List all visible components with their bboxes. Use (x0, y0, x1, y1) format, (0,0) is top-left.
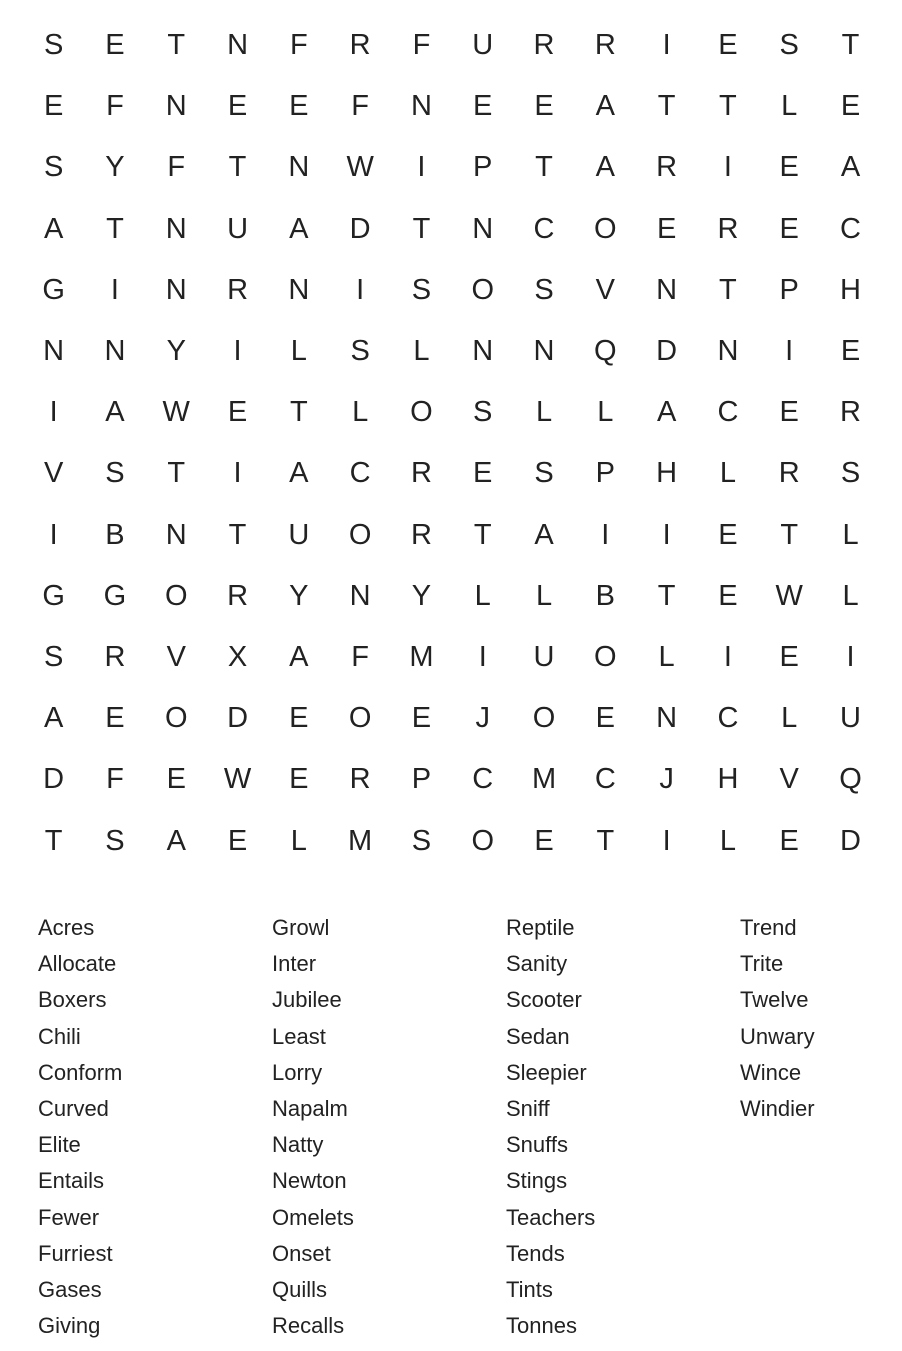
grid-cell[interactable]: H (717, 763, 739, 796)
grid-cell[interactable]: C (717, 396, 739, 429)
grid-cell[interactable]: L (781, 90, 798, 123)
grid-cell[interactable]: W (346, 151, 374, 184)
grid-cell[interactable]: N (288, 273, 310, 306)
grid-cell[interactable]: N (410, 90, 432, 123)
grid-cell[interactable]: I (785, 335, 794, 368)
word-list-item: Snuffs (506, 1132, 568, 1158)
grid-cell[interactable]: T (167, 29, 186, 62)
grid-cell[interactable]: U (840, 702, 861, 735)
grid-cell[interactable]: A (166, 824, 186, 857)
grid-cell[interactable]: V (595, 273, 615, 306)
grid-cell[interactable]: T (841, 29, 860, 62)
word-list-item: Entails (38, 1168, 105, 1194)
grid-cell[interactable]: T (412, 212, 431, 245)
grid-cell[interactable]: N (656, 702, 678, 735)
grid-cell[interactable]: N (533, 335, 555, 368)
grid-cell[interactable]: I (356, 273, 365, 306)
grid-cell[interactable]: I (601, 518, 610, 551)
grid-cell[interactable]: T (167, 457, 186, 490)
grid-cell[interactable]: V (779, 763, 799, 796)
grid-cell[interactable]: E (840, 335, 861, 368)
grid-cell[interactable]: T (473, 518, 492, 551)
grid-cell[interactable]: E (411, 702, 432, 735)
grid-cell[interactable]: S (534, 457, 554, 490)
word-list-item: Napalm (272, 1095, 348, 1121)
word-list-item: Giving (38, 1313, 101, 1339)
word-list-item: Tints (506, 1276, 553, 1302)
grid-cell[interactable]: L (842, 518, 859, 551)
grid-cell[interactable]: S (534, 273, 554, 306)
grid-cell[interactable]: E (289, 90, 309, 123)
grid-cell[interactable]: F (106, 90, 124, 123)
grid-cell[interactable]: L (413, 335, 430, 368)
grid-cell[interactable]: R (104, 640, 126, 673)
grid-cell[interactable]: T (106, 212, 124, 245)
word-list-item: Lorry (272, 1059, 323, 1085)
grid-cell[interactable]: T (44, 824, 63, 857)
word-list-item: Unwary (740, 1023, 815, 1049)
grid-cell[interactable]: L (290, 335, 307, 368)
grid-cell[interactable]: A (289, 640, 309, 673)
grid-cell[interactable]: T (657, 579, 676, 612)
word-list-item: Teachers (506, 1204, 596, 1230)
word-list-item: Twelve (740, 987, 809, 1013)
word-column (740, 910, 902, 1127)
grid-cell[interactable]: N (656, 273, 678, 306)
grid-cell[interactable]: V (166, 640, 186, 673)
grid-cell[interactable]: T (780, 518, 799, 551)
grid-cell[interactable]: S (105, 824, 125, 857)
grid-cell[interactable]: W (162, 396, 190, 429)
grid-cell[interactable]: Y (105, 151, 125, 184)
grid-cell[interactable]: I (662, 824, 671, 857)
grid-cell[interactable]: R (410, 457, 432, 490)
grid-cell[interactable]: E (105, 702, 125, 735)
grid-cell[interactable]: O (532, 702, 556, 735)
grid-cell[interactable]: N (104, 335, 126, 368)
grid-cell[interactable]: S (43, 640, 64, 673)
grid-cell[interactable]: I (110, 273, 119, 306)
grid-cell[interactable]: I (233, 457, 242, 490)
grid-cell[interactable]: I (846, 640, 855, 673)
grid-cell[interactable]: L (597, 396, 614, 429)
grid-cell[interactable]: C (840, 212, 861, 245)
word-list-item: Reptile (506, 915, 575, 940)
grid-cell[interactable]: E (718, 579, 738, 612)
word-list-item: Acres (38, 915, 95, 940)
grid-cell[interactable]: F (351, 90, 369, 123)
grid-cell[interactable]: T (719, 90, 737, 123)
grid-cell[interactable]: X (227, 640, 248, 673)
grid-cell[interactable]: S (840, 457, 861, 490)
grid-cell[interactable]: T (657, 90, 676, 123)
grid-cell[interactable]: L (719, 457, 736, 490)
grid-cell[interactable]: I (49, 518, 58, 551)
grid-cell[interactable]: N (717, 335, 739, 368)
word-list-item: Growl (272, 915, 330, 940)
grid-cell[interactable]: I (478, 640, 487, 673)
grid-cell[interactable]: Q (594, 335, 617, 368)
word-list-item: Sleepier (506, 1059, 587, 1085)
grid-cell[interactable]: E (227, 824, 248, 857)
grid-cell[interactable]: E (595, 702, 615, 735)
grid-cell[interactable]: E (473, 90, 493, 123)
grid-cell[interactable]: E (289, 702, 309, 735)
grid-cell[interactable]: O (164, 579, 188, 612)
grid-cell[interactable]: E (473, 457, 493, 490)
grid-cell[interactable]: M (409, 640, 434, 673)
grid-cell[interactable]: Y (166, 335, 186, 368)
grid-cell[interactable]: A (43, 212, 64, 245)
grid-cell[interactable]: J (475, 702, 490, 735)
grid-cell[interactable]: C (349, 457, 371, 490)
grid-cell[interactable]: R (840, 396, 861, 429)
grid-cell[interactable]: L (842, 579, 859, 612)
grid-cell[interactable]: R (717, 212, 739, 245)
grid-cell[interactable]: O (164, 702, 188, 735)
grid-cell[interactable]: D (840, 824, 861, 857)
grid-cell[interactable]: T (719, 273, 737, 306)
grid-cell[interactable]: M (531, 763, 557, 796)
word-list-item: Trend (740, 915, 797, 940)
word-list-item: Curved (38, 1095, 109, 1121)
grid-cell[interactable]: E (779, 151, 799, 184)
grid-cell[interactable]: P (411, 763, 432, 796)
grid-cell[interactable]: S (105, 457, 125, 490)
grid-cell[interactable]: D (227, 702, 249, 735)
grid-cell[interactable]: U (533, 640, 555, 673)
word-list-item: Onset (272, 1240, 331, 1266)
grid-cell[interactable]: N (165, 212, 187, 245)
grid-cell[interactable]: T (228, 518, 247, 551)
grid-cell[interactable]: I (662, 29, 671, 62)
grid-cell[interactable]: N (165, 273, 187, 306)
grid-cell[interactable]: L (719, 824, 736, 857)
grid-cell[interactable]: N (227, 29, 249, 62)
grid-cell[interactable]: R (227, 579, 249, 612)
grid-cell[interactable]: E (534, 824, 554, 857)
grid-cell[interactable]: P (595, 457, 615, 490)
word-list-item: Windier (740, 1095, 815, 1121)
word-list-item: Newton (272, 1168, 347, 1194)
grid-cell[interactable]: F (351, 640, 369, 673)
grid-cell[interactable]: N (165, 518, 187, 551)
grid-cell[interactable]: B (595, 579, 615, 612)
word-list-item: Fewer (38, 1204, 100, 1230)
grid-cell[interactable]: D (43, 763, 65, 796)
word-list-item: Gases (38, 1276, 102, 1302)
grid-cell[interactable]: E (166, 763, 186, 796)
grid-cell[interactable]: A (534, 518, 554, 551)
grid-cell[interactable]: R (778, 457, 800, 490)
grid-cell[interactable]: O (594, 212, 617, 245)
grid-cell[interactable]: A (595, 90, 615, 123)
grid-cell[interactable]: E (718, 29, 738, 62)
grid-cell[interactable]: I (417, 151, 426, 184)
grid-cell[interactable]: B (105, 518, 125, 551)
word-list-item: Allocate (38, 951, 117, 977)
word-list-item: Tonnes (506, 1313, 577, 1339)
grid-cell[interactable]: S (43, 29, 64, 62)
grid-cell[interactable]: P (779, 273, 799, 306)
grid-cell[interactable]: R (533, 29, 555, 62)
grid-cell[interactable]: T (535, 151, 553, 184)
grid-cell[interactable]: E (840, 90, 861, 123)
word-list-item: Least (272, 1023, 326, 1049)
grid-cell[interactable]: T (228, 151, 247, 184)
grid-cell[interactable]: W (775, 579, 803, 612)
grid-cell[interactable]: R (594, 29, 616, 62)
grid-cell[interactable]: E (718, 518, 738, 551)
grid-cell[interactable]: L (290, 824, 307, 857)
grid-cell[interactable]: N (472, 212, 494, 245)
grid-cell[interactable]: S (411, 273, 432, 306)
grid-cell[interactable]: E (779, 212, 799, 245)
grid-cell[interactable]: A (289, 212, 309, 245)
grid-cell[interactable]: F (167, 151, 186, 184)
grid-cell[interactable]: R (410, 518, 432, 551)
grid-cell[interactable]: C (533, 212, 555, 245)
grid-cell[interactable]: S (411, 824, 432, 857)
grid-cell[interactable]: C (717, 702, 739, 735)
grid-cell[interactable]: O (471, 824, 494, 857)
word-column (272, 910, 502, 1344)
grid-cell[interactable]: N (288, 151, 310, 184)
grid-cell[interactable]: N (472, 335, 494, 368)
grid-cell[interactable]: L (781, 702, 798, 735)
grid-cell[interactable]: S (350, 335, 370, 368)
grid-cell[interactable]: Y (411, 579, 432, 612)
word-list-item: Natty (272, 1132, 324, 1158)
grid-cell[interactable]: E (656, 212, 677, 245)
grid-cell[interactable]: G (42, 273, 65, 306)
grid-cell[interactable]: H (656, 457, 678, 490)
word-list (38, 910, 888, 1345)
grid-cell[interactable]: G (103, 579, 127, 612)
word-list-item: Furriest (38, 1240, 113, 1266)
grid-cell[interactable]: E (779, 824, 799, 857)
grid-cell[interactable]: E (227, 396, 248, 429)
grid-cell[interactable]: N (165, 90, 187, 123)
word-list-item: Tends (506, 1240, 565, 1266)
word-list-item: Stings (506, 1168, 568, 1194)
word-list-item: Conform (38, 1059, 123, 1085)
grid-cell[interactable]: O (410, 396, 433, 429)
grid-cell[interactable]: A (105, 396, 125, 429)
word-list-item: Wince (740, 1059, 802, 1085)
word-list-item: Sniff (506, 1095, 550, 1121)
word-list-item: Boxers (38, 987, 107, 1013)
grid-cell[interactable]: A (43, 702, 64, 735)
grid-cell[interactable]: O (471, 273, 494, 306)
grid-cell[interactable]: I (723, 640, 732, 673)
grid-cell[interactable]: S (43, 151, 64, 184)
grid-cell[interactable]: L (535, 579, 553, 612)
word-list-item: Omelets (272, 1204, 354, 1230)
grid-cell[interactable]: O (348, 518, 372, 551)
grid-cell[interactable]: A (840, 151, 861, 184)
word-list-item: Scooter (506, 987, 582, 1013)
letter-grid (23, 15, 881, 871)
grid-cell[interactable]: C (472, 763, 494, 796)
grid-cell[interactable]: N (43, 335, 65, 368)
grid-cell[interactable]: O (594, 640, 617, 673)
grid-cell[interactable]: U (227, 212, 249, 245)
grid-cell[interactable]: J (659, 763, 674, 796)
word-list-item: Jubilee (272, 987, 342, 1013)
grid-cell[interactable]: E (105, 29, 125, 62)
grid-cell[interactable]: Q (839, 763, 862, 796)
grid-cell[interactable]: W (223, 763, 252, 796)
word-column (506, 910, 736, 1344)
grid-cell[interactable]: E (779, 640, 799, 673)
grid-cell[interactable]: R (227, 273, 249, 306)
grid-cell[interactable]: E (43, 90, 64, 123)
grid-cell[interactable]: G (42, 579, 65, 612)
grid-cell[interactable]: P (473, 151, 493, 184)
grid-cell[interactable]: I (233, 335, 242, 368)
grid-cell[interactable]: R (349, 29, 371, 62)
grid-cell[interactable]: E (534, 90, 554, 123)
grid-cell[interactable]: F (106, 763, 124, 796)
grid-cell[interactable]: E (227, 90, 248, 123)
grid-cell[interactable]: R (349, 763, 371, 796)
grid-cell[interactable]: M (348, 824, 373, 857)
grid-cell[interactable]: E (289, 763, 309, 796)
grid-cell[interactable]: S (473, 396, 493, 429)
grid-cell[interactable]: E (779, 396, 799, 429)
word-list-item: Inter (272, 951, 317, 977)
word-list-item: Chili (38, 1023, 81, 1049)
grid-cell[interactable]: H (840, 273, 861, 306)
grid-cell[interactable]: L (474, 579, 491, 612)
grid-cell[interactable]: U (288, 518, 310, 551)
word-list-item: Sedan (506, 1023, 570, 1049)
grid-cell[interactable]: D (656, 335, 678, 368)
grid-cell[interactable]: V (43, 457, 64, 490)
grid-cell[interactable]: N (349, 579, 371, 612)
grid-cell[interactable]: F (412, 29, 431, 62)
grid-cell[interactable]: T (596, 824, 615, 857)
grid-cell[interactable]: T (289, 396, 308, 429)
grid-cell[interactable]: Y (289, 579, 309, 612)
grid-cell[interactable]: L (352, 396, 369, 429)
grid-cell[interactable]: L (535, 396, 553, 429)
word-list-item: Recalls (272, 1313, 345, 1339)
grid-cell[interactable]: R (656, 151, 678, 184)
grid-cell[interactable]: A (656, 396, 677, 429)
word-list-item: Trite (740, 951, 784, 977)
grid-cell[interactable]: A (289, 457, 309, 490)
grid-cell[interactable]: D (349, 212, 371, 245)
grid-cell[interactable]: I (662, 518, 671, 551)
grid-cell[interactable]: U (472, 29, 494, 62)
grid-cell[interactable]: C (594, 763, 616, 796)
grid-cell[interactable]: L (658, 640, 675, 673)
grid-cell[interactable]: O (348, 702, 372, 735)
grid-cell[interactable]: F (289, 29, 308, 62)
word-column (38, 910, 268, 1344)
word-list-item: Elite (38, 1132, 81, 1158)
word-list-item: Sanity (506, 951, 568, 977)
grid-cell[interactable]: I (723, 151, 732, 184)
grid-cell[interactable]: A (595, 151, 615, 184)
word-list-item: Quills (272, 1276, 328, 1302)
grid-cell[interactable]: I (49, 396, 58, 429)
grid-cell[interactable]: S (779, 29, 799, 62)
